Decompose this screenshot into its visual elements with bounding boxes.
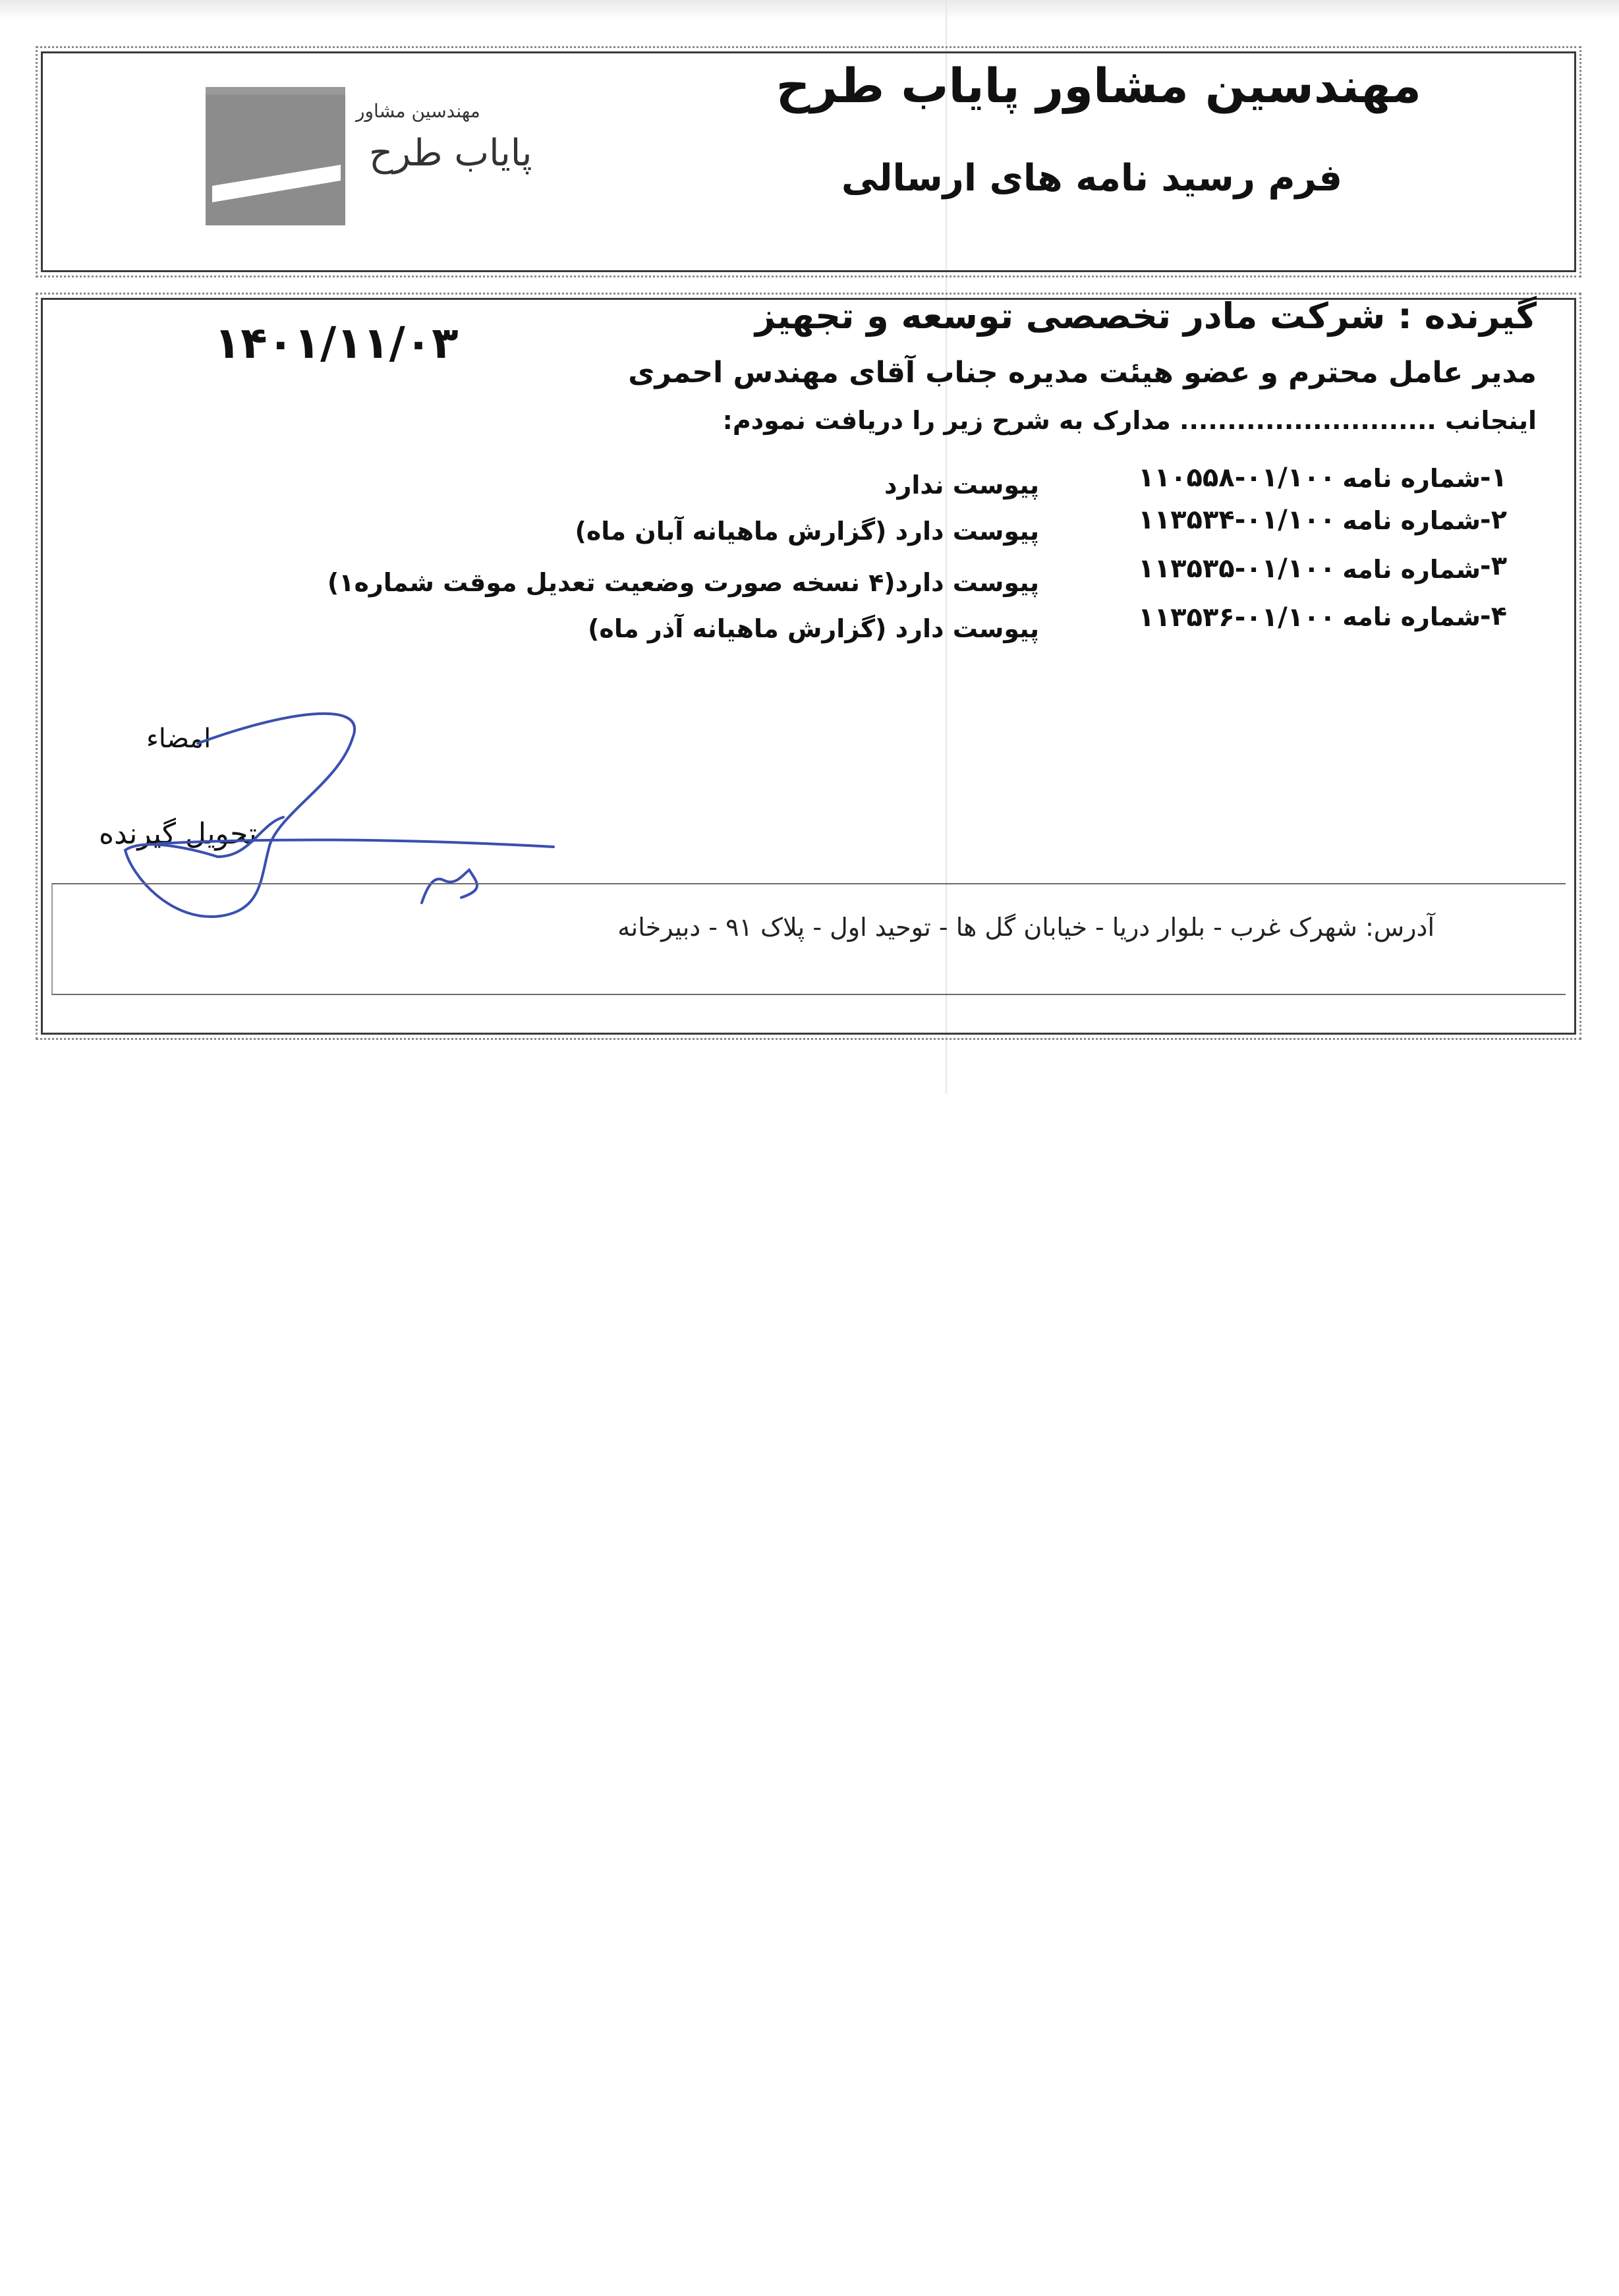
row-label: شماره نامه [1342, 555, 1481, 584]
logo-caption-small: مهندسین مشاور [356, 100, 480, 122]
date-stamp: ۱۴۰۱/۱۱/۰۳ [214, 318, 459, 368]
recipient-line: گیرنده : شرکت مادر تخصصی توسعه و تجهیز [754, 295, 1537, 337]
letter-number: ۱۱۳۵۳۶-۰۱/۱۰۰ [1138, 602, 1336, 633]
logo-caption-large: پایاب طرح [369, 132, 532, 175]
attachment-description: پیوست دارد (گزارش ماهیانه آذر ماه) [588, 614, 1039, 643]
address-text: آدرس: شهرک غرب - بلوار دریا - خیابان گل ها - توحید اول - پلاک ۹۱ - دبیرخانه [617, 913, 1434, 942]
form-title: فرم رسید نامه های ارسالی [841, 157, 1342, 200]
row-number: -۳ [1479, 551, 1507, 581]
row-label: شماره نامه [1342, 464, 1481, 493]
letter-number: ۱۱۳۵۳۵-۰۱/۱۰۰ [1138, 554, 1336, 584]
letter-number: ۱۱۰۵۵۸-۰۱/۱۰۰ [1138, 463, 1336, 493]
attachment-description: پیوست ندارد [884, 471, 1039, 500]
scan-edge [0, 0, 1619, 20]
addressee-line: مدیر عامل محترم و عضو هیئت مدیره جناب آقای مهندس احمری [628, 356, 1537, 389]
logo-graphic [206, 87, 345, 225]
letter-number: ۱۱۳۵۳۴-۰۱/۱۰۰ [1138, 505, 1336, 535]
company-title: مهندسین مشاور پایاب طرح [776, 58, 1421, 113]
row-label: شماره نامه [1342, 506, 1481, 535]
attachment-description: پیوست دارد(۴ نسخه صورت وضعیت تعدیل موقت شماره۱) [327, 568, 1039, 597]
delivery-recipient-label: تحویل گیرنده [99, 817, 257, 851]
row-label: شماره نامه [1342, 602, 1481, 631]
row-number: -۲ [1479, 505, 1507, 535]
row-number: -۱ [1479, 463, 1507, 493]
attachment-description: پیوست دارد (گزارش ماهیانه آبان ماه) [575, 517, 1039, 546]
signature-label: امضاء [146, 724, 212, 754]
receipt-statement: اینجانب ........................... مدارک به شرح زیر را دریافت نمودم: [722, 406, 1537, 435]
row-number: -۴ [1479, 601, 1507, 631]
company-logo-icon [206, 87, 345, 225]
